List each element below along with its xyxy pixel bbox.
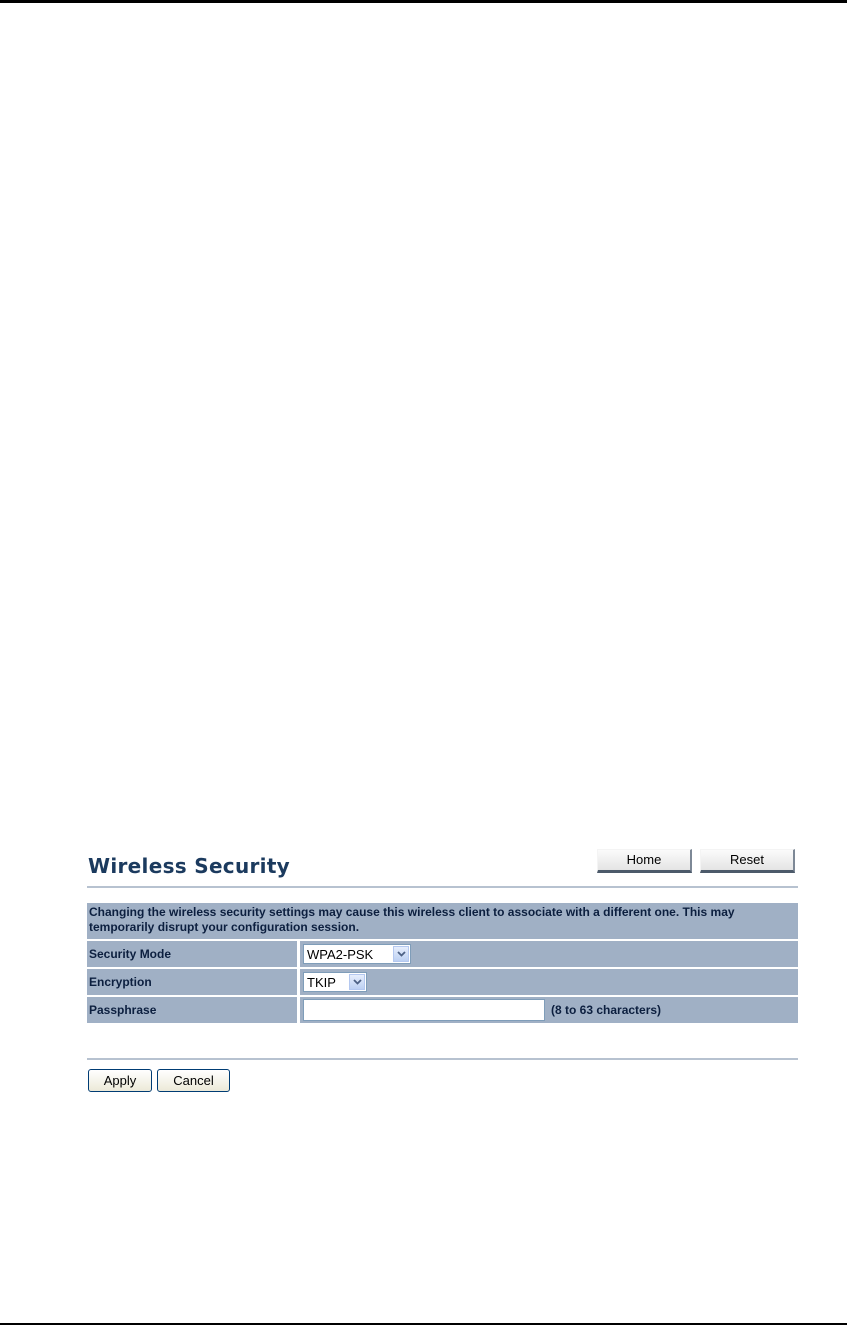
encryption-row — [87, 969, 798, 995]
apply-button[interactable]: Apply — [88, 1069, 152, 1092]
chevron-down-icon[interactable] — [349, 974, 365, 990]
chevron-down-icon[interactable] — [393, 946, 409, 962]
footer-divider — [87, 1058, 798, 1060]
passphrase-row — [87, 997, 798, 1023]
passphrase-label: Passphrase — [87, 997, 297, 1023]
home-button[interactable]: Home — [597, 849, 692, 873]
page-top-rule — [0, 0, 847, 3]
security-mode-label: Security Mode — [87, 941, 297, 967]
encryption-select[interactable] — [303, 972, 367, 992]
header-divider — [87, 886, 798, 888]
security-mode-select[interactable] — [303, 944, 411, 964]
security-mode-cell — [300, 941, 798, 967]
encryption-value: TKIP — [307, 974, 336, 990]
security-mode-value: WPA2-PSK — [307, 946, 374, 962]
security-settings-table — [87, 903, 798, 1023]
encryption-cell — [300, 969, 798, 995]
passphrase-cell — [300, 997, 798, 1023]
page-bottom-rule — [0, 1323, 847, 1325]
passphrase-input[interactable] — [303, 999, 545, 1021]
cancel-button[interactable]: Cancel — [157, 1069, 230, 1092]
security-mode-row — [87, 941, 798, 967]
reset-button[interactable]: Reset — [700, 849, 795, 873]
security-notice: Changing the wireless security settings may cause this wireless client to associate with a different one. This may temporarily disrupt your configuration session. — [87, 903, 798, 939]
page-title: Wireless Security — [88, 854, 291, 878]
encryption-label: Encryption — [87, 969, 297, 995]
passphrase-hint: (8 to 63 characters) — [551, 1003, 662, 1017]
